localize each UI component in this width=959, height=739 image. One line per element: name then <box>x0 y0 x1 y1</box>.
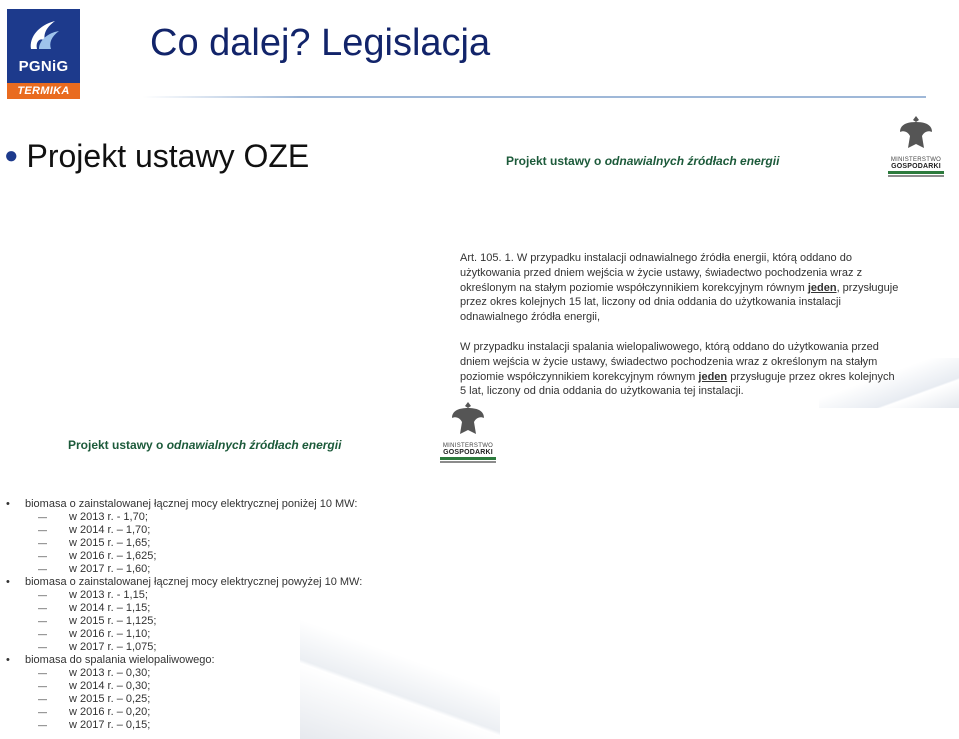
article-paragraph-1 <box>460 251 900 325</box>
list-subitem: — w 2014 r. – 1,70; <box>6 524 362 537</box>
list-subitem: — w 2016 r. – 1,625; <box>6 550 362 563</box>
list-subitem: — w 2017 r. – 0,15; <box>6 719 362 732</box>
list-subitem: — w 2013 r. - 1,15; <box>6 589 362 602</box>
list-item: • biomasa o zainstalowanej łącznej mocy elektrycznej powyżej 10 MW: <box>6 576 362 589</box>
logo-sub: TERMIKA <box>7 83 80 99</box>
ministry-logo <box>440 400 496 463</box>
logo-blue-block <box>7 9 80 83</box>
para2-part-b: przysługuje przez okres kolejnych 5 lat, liczony od dnia oddania do użytkowania tej instalacji. <box>460 370 895 398</box>
list-subitem: — w 2013 r. – 0,30; <box>6 667 362 680</box>
ministry-grey-bar <box>440 461 496 463</box>
eagle-icon <box>898 114 934 152</box>
list-subitem: — w 2017 r. – 1,075; <box>6 641 362 654</box>
panel2-heading <box>68 438 341 452</box>
list-item: • biomasa do spalania wielopaliwowego: <box>6 654 362 667</box>
list-subitem: — w 2013 r. - 1,70; <box>6 511 362 524</box>
article-paragraph-2 <box>460 340 900 399</box>
panel2-heading-italic: odnawialnych źródłach energii <box>166 438 342 452</box>
logo-name: PGNiG <box>18 58 69 75</box>
flame-icon <box>25 15 63 55</box>
page-title: Co dalej? Legislacja <box>150 22 491 64</box>
ministry-green-bar <box>440 457 496 460</box>
list-subitem: — w 2016 r. – 0,20; <box>6 706 362 719</box>
ministry-top-text: MINISTERSTWO <box>890 157 942 163</box>
title-divider <box>143 96 926 98</box>
list-subitem: — w 2017 r. – 1,60; <box>6 563 362 576</box>
ministry-top-text: MINISTERSTWO <box>442 443 494 449</box>
ministry-green-bar <box>888 171 944 174</box>
eagle-icon <box>450 400 486 438</box>
panel1-heading-italic: odnawialnych źródłach energii <box>604 154 780 168</box>
pgnig-termika-logo <box>7 9 80 99</box>
list-subitem: — w 2014 r. – 1,15; <box>6 602 362 615</box>
list-subitem: — w 2016 r. – 1,10; <box>6 628 362 641</box>
ministry-bottom-text: GOSPODARKI <box>443 449 493 456</box>
bullet-dot-icon: ● <box>4 142 19 169</box>
list-subitem: — w 2015 r. – 0,25; <box>6 693 362 706</box>
article-text <box>460 251 900 414</box>
list-subitem: — w 2014 r. – 0,30; <box>6 680 362 693</box>
list-subitem: — w 2015 r. – 1,65; <box>6 537 362 550</box>
ministry-grey-bar <box>888 175 944 177</box>
para1-underline: jeden <box>807 281 837 294</box>
panel1-heading-plain: Projekt ustawy o <box>506 154 605 168</box>
ministry-bottom-text: GOSPODARKI <box>891 163 941 170</box>
para2-underline: jeden <box>698 370 728 383</box>
bullet-item <box>4 138 309 175</box>
bullet-text: Projekt ustawy OZE <box>26 138 310 174</box>
panel1-heading <box>506 154 779 168</box>
para1-part-a: Art. 105. 1. W przypadku instalacji odnawialnego źródła energii, którą oddano do użytkowania przed dniem wejścia w życie ustawy, świadectwo pochodzenia wraz z określonym na stałym poziomie współczynnikiem korekcyjnym równym <box>460 252 863 294</box>
para2-part-a: W przypadku instalacji spalania wielopaliwowego, którą oddano do użytkowania przed dniem wejścia w życie ustawy, świadectwo pochodzenia wraz z określonym na stałym poziomie współczynnikiem korekcyjnym równym <box>460 340 879 383</box>
para1-part-b: , przysługuje przez okres kolejnych 15 lat, liczony od dnia oddania do użytkowania instalacji odnawialnego źródła energii, <box>460 281 899 324</box>
ministry-logo <box>888 114 944 177</box>
list-subitem: — w 2015 r. – 1,125; <box>6 615 362 628</box>
panel2-heading-plain: Projekt ustawy o <box>68 438 167 452</box>
list-item: • biomasa o zainstalowanej łącznej mocy elektrycznej poniżej 10 MW: <box>6 498 362 511</box>
coefficient-list <box>6 498 362 732</box>
